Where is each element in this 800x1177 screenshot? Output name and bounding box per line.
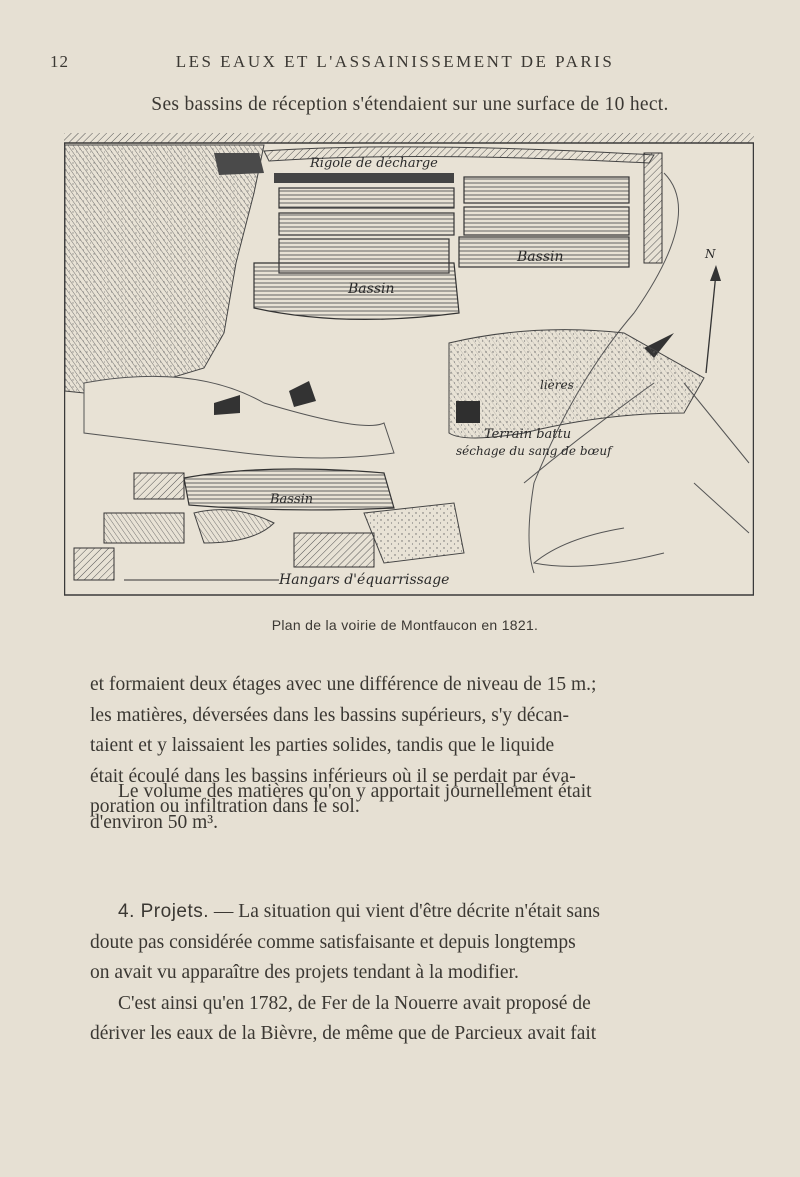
text-fragment: — La situation qui vient d'être décrite n'était sans [209, 901, 600, 922]
label-sechage: séchage du sang de bœuf [456, 444, 612, 458]
text-line: les matières, déversées dans les bassins supérieurs, s'y décan- [90, 704, 569, 726]
label-terrain-battu: Terrain battu [484, 427, 572, 442]
header-title: LES EAUX ET L'ASSAINISSEMENT DE PARIS [175, 52, 615, 71]
building-block [456, 401, 480, 423]
figure-caption: Plan de la voirie de Montfaucon en 1821. [271, 617, 539, 633]
paragraph-2 [90, 777, 728, 838]
text-line: taient et y laissaient les parties solides, tandis que le liquide [90, 735, 555, 756]
building-block [214, 153, 264, 175]
text-line: poration ou infiltration dans le sol. [90, 796, 360, 817]
text-line: on avait vu apparaître des projets tendant à la modifier. [90, 962, 519, 983]
label-nord: N [705, 247, 716, 261]
map-figure [64, 133, 754, 597]
text-line: et formaient deux étages avec une différence de niveau de 15 m.; [90, 674, 597, 695]
intro-line: Ses bassins de réception s'étendaient sur une surface de 10 hect. [151, 94, 669, 115]
text-line: dériver les eaux de la Bièvre, de même que de Parcieux avait fait [90, 1023, 597, 1044]
text-line: C'est ainsi qu'en 1782, de Fer de la Nouerre avait proposé de [118, 992, 591, 1014]
text-line: d'environ 50 m³. [90, 811, 218, 833]
label-bassin-center: Bassin [348, 281, 395, 297]
map-plate [64, 133, 754, 597]
label-bassin-right: Bassin [517, 249, 564, 265]
label-hangars: Hangars d'équarrissage [279, 572, 450, 588]
text-line: Le volume des matières qu'on y apportait journellement était [118, 781, 592, 802]
running-head [50, 52, 740, 74]
label-bassin-lower: Bassin [270, 492, 314, 507]
text-line: doute pas considérée comme satisfaisante et depuis longtemps [90, 931, 576, 953]
section-label: 4. Projets. [118, 901, 210, 922]
label-lieres: lières [540, 378, 574, 392]
page-number: 12 [50, 52, 69, 71]
label-rigole: Rigole de décharge [310, 156, 438, 171]
text-line: était écoulé dans les bassins inférieurs où il se perdait par éva- [90, 765, 576, 787]
paragraph-3 [90, 897, 728, 1050]
text-line [90, 897, 728, 928]
top-border-hatch [64, 133, 754, 143]
building-block [274, 173, 454, 183]
